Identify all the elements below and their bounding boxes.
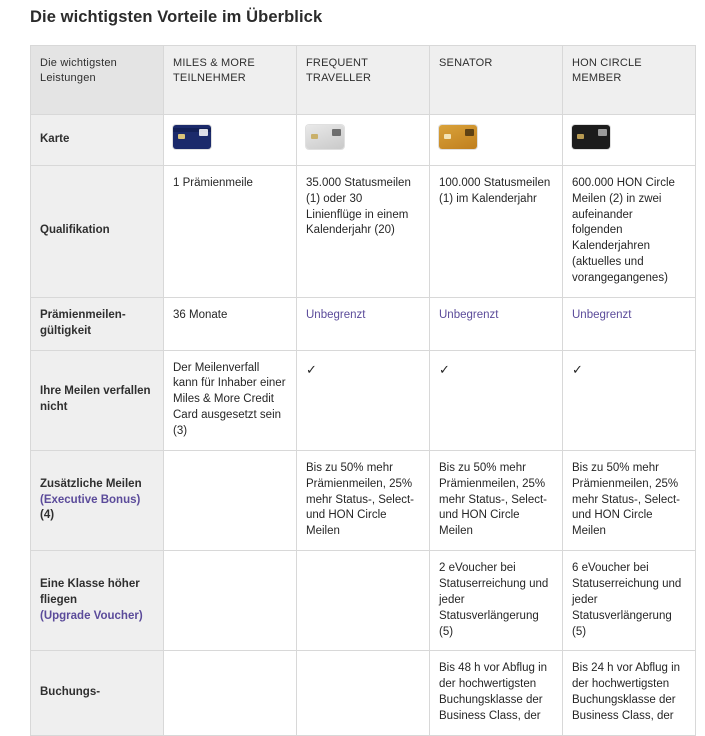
cell-buchung-hon-circle: Bis 24 h vor Abflug in der hochwertigsten Buchungsklasse der Business Class, der [563, 651, 696, 735]
table-row [31, 651, 696, 735]
cell-karte-senator [430, 115, 563, 166]
cell-upgrade-miles-and-more [164, 551, 297, 651]
table-row [31, 165, 696, 297]
table-row [31, 450, 696, 550]
page-title: Die wichtigsten Vorteile im Überblick [30, 8, 323, 26]
row-label-klasse-hoeher-fliegen [31, 551, 164, 651]
cell-verfall-miles-and-more: Der Meilenverfall kann für Inhaber einer Miles & More Credit Card ausgesetzt sein (3) [164, 350, 297, 450]
cell-upgrade-senator: 2 eVoucher bei Statuserreichung und jeder Statusverlängerung (5) [430, 551, 563, 651]
link-upgrade-voucher[interactable]: (Upgrade Voucher) [40, 609, 143, 622]
column-header-leistungen: Die wichtigsten Leistungen [31, 46, 164, 115]
table-header [31, 46, 696, 115]
column-header-miles-and-more: MILES & MORE TEILNEHMER [164, 46, 297, 115]
column-header-hon-circle: HON CIRCLE MEMBER [563, 46, 696, 115]
cell-karte-hon-circle [563, 115, 696, 166]
cell-gueltigkeit-miles-and-more: 36 Monate [164, 297, 297, 350]
table-body [31, 115, 696, 736]
row-label-praemienmeilengueltigkeit: Prämienmeilen-gültigkeit [31, 297, 164, 350]
benefits-table [30, 45, 696, 736]
row-label-text: Eine Klasse höher fliegen [40, 578, 140, 606]
table-row [31, 551, 696, 651]
row-label-buchungsgarantie: Buchungs- [31, 651, 164, 735]
hon-circle-card-icon [572, 125, 610, 149]
cell-zusatzmeilen-frequent-traveller: Bis zu 50% mehr Prämienmeilen, 25% mehr Status-, Select- und HON Circle Meilen [297, 450, 430, 550]
cell-zusatzmeilen-senator: Bis zu 50% mehr Prämienmeilen, 25% mehr Status-, Select- und HON Circle Meilen [430, 450, 563, 550]
cell-gueltigkeit-senator [430, 297, 563, 350]
cell-qualifikation-hon-circle: 600.000 HON Circle Meilen (2) in zwei aufeinander folgenden Kalenderjahren (aktuelles und vorangegangenes) [563, 165, 696, 297]
cell-gueltigkeit-hon-circle [563, 297, 696, 350]
cell-buchung-miles-and-more [164, 651, 297, 735]
frequent-traveller-card-icon [306, 125, 344, 149]
column-header-frequent-traveller: FREQUENT TRAVELLER [297, 46, 430, 115]
row-label-qualifikation: Qualifikation [31, 165, 164, 297]
cell-zusatzmeilen-miles-and-more [164, 450, 297, 550]
row-label-text: Zusätzliche Meilen [40, 477, 142, 490]
row-label-zusaetzliche-meilen [31, 450, 164, 550]
link-executive-bonus[interactable]: (Executive Bonus) [40, 493, 141, 506]
table-row [31, 297, 696, 350]
cell-verfall-frequent-traveller: ✓ [297, 350, 430, 450]
link-unbegrenzt-senator[interactable]: Unbegrenzt [439, 308, 499, 321]
row-label-meilen-verfallen-nicht: Ihre Meilen verfallen nicht [31, 350, 164, 450]
row-label-karte: Karte [31, 115, 164, 166]
senator-card-icon [439, 125, 477, 149]
cell-buchung-frequent-traveller [297, 651, 430, 735]
cell-verfall-hon-circle: ✓ [563, 350, 696, 450]
cell-buchung-senator: Bis 48 h vor Abflug in der hochwertigsten Buchungsklasse der Business Class, der [430, 651, 563, 735]
header-row [31, 46, 696, 115]
miles-and-more-card-icon [173, 125, 211, 149]
cell-qualifikation-frequent-traveller: 35.000 Statusmeilen (1) oder 30 Linienflüge in einem Kalenderjahr (20) [297, 165, 430, 297]
cell-qualifikation-senator: 100.000 Statusmeilen (1) im Kalenderjahr [430, 165, 563, 297]
row-label-footnote: (4) [40, 509, 55, 522]
cell-verfall-senator: ✓ [430, 350, 563, 450]
cell-qualifikation-miles-and-more: 1 Prämienmeile [164, 165, 297, 297]
cell-karte-frequent-traveller [297, 115, 430, 166]
table-row [31, 350, 696, 450]
column-header-senator: SENATOR [430, 46, 563, 115]
cell-karte-miles-and-more [164, 115, 297, 166]
cell-upgrade-frequent-traveller [297, 551, 430, 651]
cell-upgrade-hon-circle: 6 eVoucher bei Statuserreichung und jeder Statusverlängerung (5) [563, 551, 696, 651]
link-unbegrenzt-frequent-traveller[interactable]: Unbegrenzt [306, 308, 366, 321]
cell-gueltigkeit-frequent-traveller [297, 297, 430, 350]
cell-zusatzmeilen-hon-circle: Bis zu 50% mehr Prämienmeilen, 25% mehr Status-, Select- und HON Circle Meilen [563, 450, 696, 550]
table-row [31, 115, 696, 166]
link-unbegrenzt-hon-circle[interactable]: Unbegrenzt [572, 308, 632, 321]
